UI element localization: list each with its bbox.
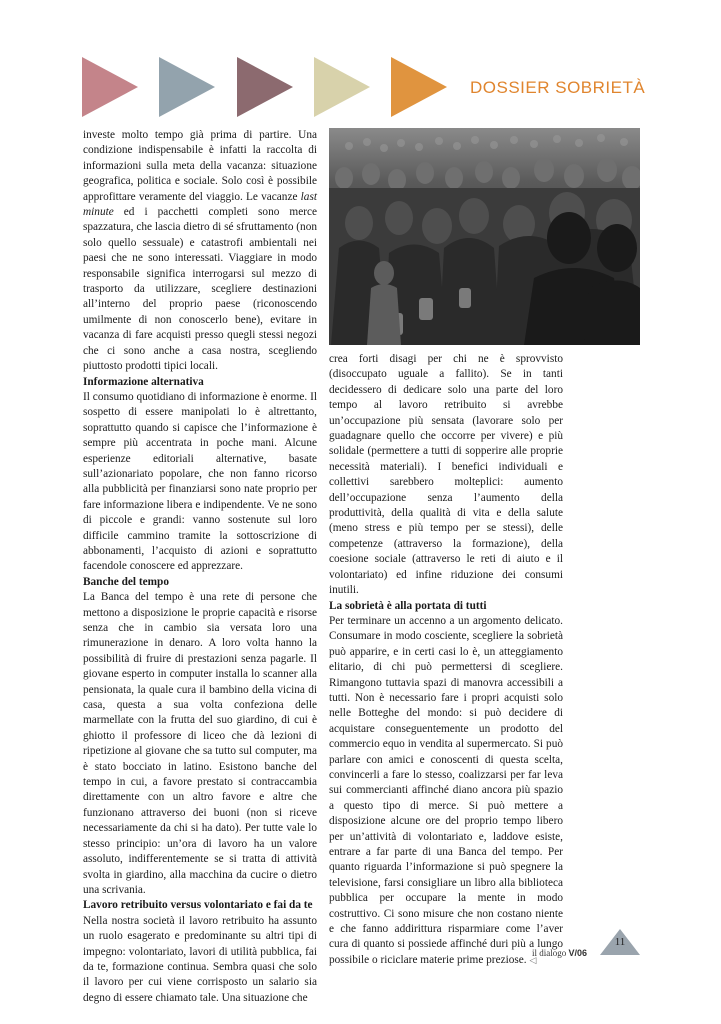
crowd-photo [329,128,640,345]
paragraph: investe molto tempo già prima di partire. Una condizione indispensabile è infatti la raccolta di informazioni sulla meta della vacanza: situazione geografica, politica e sociale. Solo così è possibile approfittare veramente del viaggio. Le vacanze last minute ed i pacchetti completi sono merce spazzatura, che lascia dietro di sé sfruttamento (non solo quello sessuale) e catastrofi ambientali nei paesi che ne sono interessati. Viaggiare in modo responsabile significa interrogarsi sul mezzo di trasporto da utilizzare, scegliere destinazioni all’interno del proprio paese (riconoscendo umilmente di non conoscerlo bene), evitare in vacanza di fare acquisti presso quegli stessi negozi che ci sono anche a casa nostra, scegliendo piuttosto prodotti tipici locali. [83,129,318,373]
footer-magazine-issue: il dialogo V/06 [532,948,588,958]
header-arrow-2 [159,57,215,117]
paragraph: Il consumo quotidiano di informazione è enorme. Il sospetto di essere manipolati lo è altrettanto, soprattutto quando si capisce che l’informazione è sempre più accentrata in poche mani. Alcune esperienze editoriali alternative, basate sull’azionariato popolare, che non fanno ricorso alla pubblicità per finanziarsi sono nate proprio per fare informazione libera e indipendente. Ve ne sono di piccole e grandi: vanno sostenute sul loro difficile cammino tramite la sottoscrizione di abbonamenti, l’acquisto di azioni e soprattutto facendole conoscere ed apprezzare. [83,390,317,573]
section-heading-informazione: Informazione alternativa [83,375,204,388]
column-right [329,352,563,968]
paragraph: La Banca del tempo è una rete di persone che mettono a disposizione le proprie capacità e risorse senza che in cambio sia versata loro una rimunerazione in denaro. A loro volta hanno la possibilità di fruire di prestazioni senza pagarle. Il giovane esperto in computer installa lo scanner alla pensionata, la quale cura il bambino della vicina di casa, questa a sua volta confeziona delle marmellate con la frutta del suo giardino, di cui è ghiotto il professore di liceo che dà lezioni di ripetizione al giovane che sa tutto sul computer, ma è stato bocciato in latino. Esistono banche del tempo in cui, a favore prestato si contraccambia direttamente con un altro favore e altre che funzionano attraverso dei buoni (non si riceve necessariamente da chi si ha dato). Per tutte vale lo stesso principio: un’ora di lavoro ha un valore assoluto, indifferentemente se si tratta di attività svolta in giardino, alla macchina da cucire o dietro una scrivania. [83,591,317,896]
page-number: 11 [614,936,626,948]
header-arrow-4 [314,57,370,117]
end-of-article-icon: ◁ [529,954,537,965]
section-heading-lavoro: Lavoro retribuito versus volontariato e fai da te [83,899,313,912]
header-arrow-1 [82,57,138,117]
paragraph: Per terminare un accenno a un argomento delicato. Consumare in modo cosciente, scegliere la sobrietà può apparire, e in certi casi lo è, un atteggiamento elitario, di chi può permettersi di scegliere. Rimangono tuttavia spazi di manovra accessibili a tutti. Non è necessario fare i propri acquisti solo nelle Botteghe del mondo: si può decidere di acquistare conseguentemente un prodotto del commercio equo in vendita al supermercato. Si può parlare con amici e conoscenti di questa scelta, convincerli a fare lo stesso, coalizzarsi per far leva sui commercianti affinché diano ancora più spazio a questo tipo di merce. Si può mettere a disposizione alcune ore del proprio tempo libero per un’attività di volontariato e, laddove esiste, entrare a far parte di una Banca del tempo. Per quanto riguarda l’informazione si può spegnere la televisione, farsi consigliare un libro alla biblioteca pubblica per occupare la mente in modo costruttivo. Ci sono misure che non costano niente e che fanno addirittura risparmiare come l’aver cura di quanto si possiede affinché duri più a lungo possibile o riciclare materie prime preziose. ◁ [329,614,563,966]
column-left [83,128,317,1006]
dossier-title: DOSSIER SOBRIETÀ [470,78,646,97]
paragraph: Nella nostra società il lavoro retribuito ha assunto un ruolo esagerato e predominante su altri tipi di impegno: volontariato, lavori di utilità pubblica, fai da te, formazione continua. Sembra quasi che solo il lavoro per cui viene corrisposto un salario sia degno di essere chiamato tale. Una situazione che [83,914,317,1004]
section-heading-sobrieta: La sobrietà è alla portata di tutti [329,599,487,612]
paragraph: crea forti disagi per chi ne è sprovvisto (disoccupato uguale a fallito). Se in tanti decidessero di dedicare solo una parte del loro tempo al lavoro retribuito si avrebbe un’occupazione più sensata (lavorare solo per guadagnare quello che occorre per vivere) e più solidale (permettere a tutti di sopperire alle proprie necessità materiali). I benefici individuali e collettivi sarebbero molteplici: aumento dell’occupazione senza l’aumento della produttività, della qualità di vita e della salute (meno stress e più tempo per se stessi), delle competenze (attraverso la formazione), della coesione sociale (attraverso le reti di aiuto e il volontariato) ed infine riduzione dei consumi inutili. [329,353,563,597]
crowd-photo-illustration [329,128,640,345]
section-heading-banche: Banche del tempo [83,575,169,588]
header-arrow-5 [391,57,447,117]
header-arrow-3 [237,57,293,117]
